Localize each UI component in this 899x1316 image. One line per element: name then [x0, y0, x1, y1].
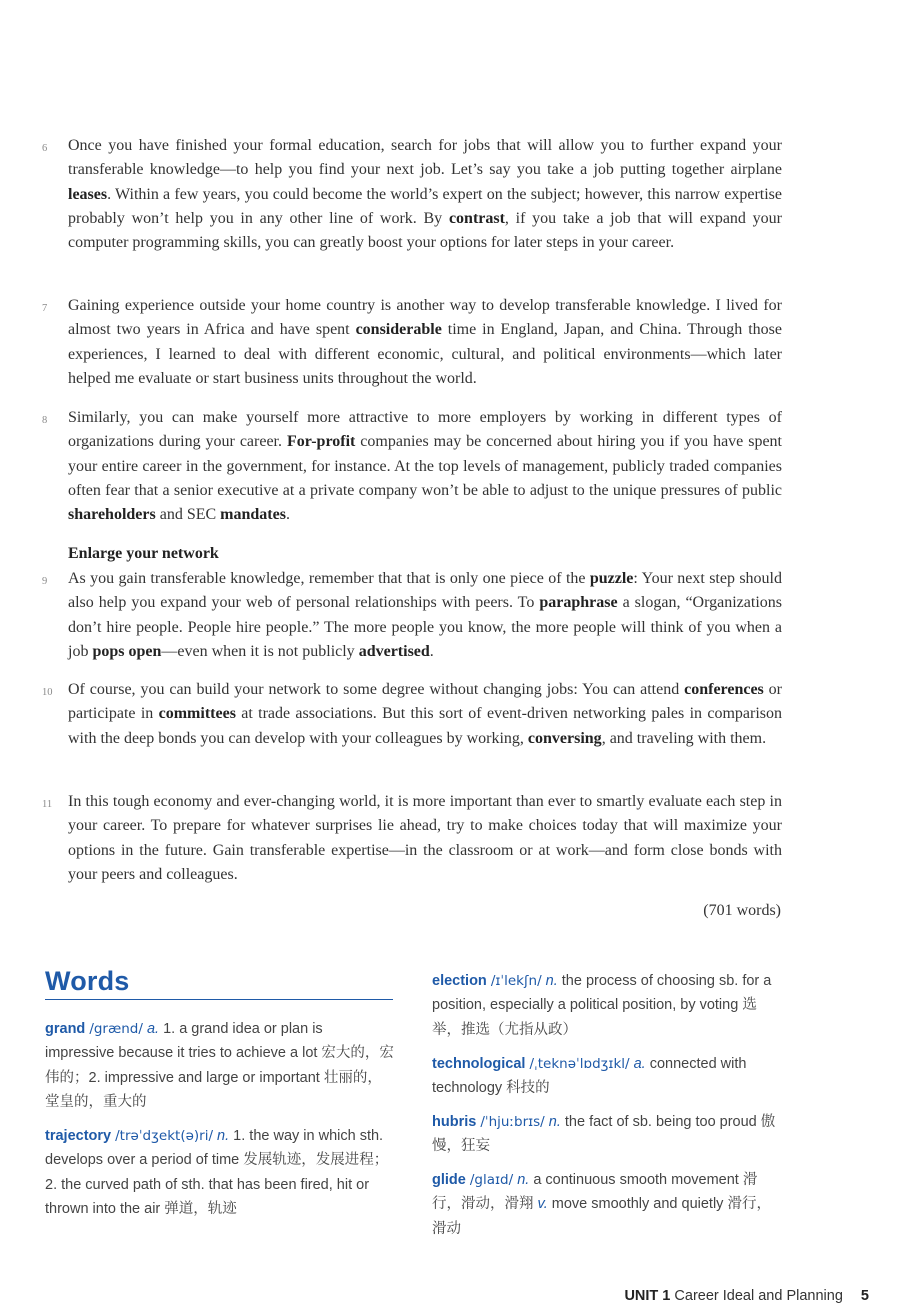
paragraph-9 [42, 567, 782, 664]
vocab-definition: 1. a grand idea or plan is impressive because it tries to achieve a lot 宏大的，宏伟的；2. impressive and large or important 壮丽的，堂皇的，重大的 [45, 1021, 394, 1111]
vocab-definition: 1. the way in which sth. develops over a period of time 发展轨迹，发展进程；2. the curved path of sth. that has been fired, hit or thrown into the air 弹道，轨迹 [45, 1128, 389, 1218]
vocab-pos-secondary: v. [537, 1196, 548, 1213]
footer-title: Career Ideal and Planning [674, 1288, 843, 1304]
page-footer [624, 1288, 869, 1304]
footer-unit: UNIT 1 [624, 1288, 671, 1304]
words-heading-rule [45, 999, 393, 1000]
vocab-definition: a continuous smooth movement 滑行，滑动，滑翔 [432, 1172, 758, 1213]
vocab-word: technological [432, 1056, 526, 1072]
vocab-pos: n. [548, 1114, 561, 1130]
vocab-word: election [432, 973, 487, 989]
paragraph-11 [42, 790, 782, 887]
paragraph-number: 6 [42, 143, 48, 154]
vocab-word: hubris [432, 1114, 477, 1130]
vocab-word: trajectory [45, 1128, 112, 1144]
vocab-definition-secondary: move smoothly and quietly 滑行，滑动 [432, 1196, 771, 1237]
section-subheading: Enlarge your network [68, 545, 219, 562]
vocab-entry-trajectory [45, 1124, 395, 1222]
vocab-pos: n. [217, 1128, 230, 1144]
paragraph-text: As you gain transferable knowledge, remember that that is only one piece of the puzzle: Your next step should also help you expand your web of personal relationships with peers. To paraphrase a slogan, “Organizations don’t hire people. People hire people.” The more people you know, the more people will think of you when a job pops open—even when it is not publicly advertised. [68, 570, 783, 660]
vocab-definition: the fact of sb. being too proud 傲慢，狂妄 [432, 1114, 776, 1155]
paragraph-text: Of course, you can build your network to some degree without changing jobs: You can attend conferences or participate in committees at trade associations. But this sort of event-driven networking pales in comparison with the deep bonds you can develop with your colleagues by working, conversing, and traveling with them. [68, 681, 783, 747]
vocab-pos: a. [633, 1056, 646, 1072]
vocab-word: glide [432, 1172, 466, 1188]
word-count: (701 words) [703, 902, 781, 919]
vocab-phonetic: /glaɪd/ [469, 1172, 514, 1188]
vocab-entry-grand [45, 1017, 395, 1115]
vocab-phonetic: /trəˈdʒekt(ə)ri/ [115, 1128, 214, 1144]
vocab-pos: a. [146, 1021, 160, 1037]
paragraph-text: In this tough economy and ever-changing world, it is more important than ever to smartly evaluate each step in your career. To prepare for whatever surprises lie ahead, try to make choices today that will maximize your options in the future. Gain transferable expertise—in the classroom or at work—and form close bonds with your peers and colleagues. [68, 793, 782, 883]
vocab-entry-election [432, 969, 782, 1042]
vocab-phonetic: /ˈhjuːbrɪs/ [480, 1114, 545, 1130]
paragraph-7 [42, 294, 782, 391]
vocab-entry-hubris [432, 1110, 782, 1159]
paragraph-number: 11 [42, 799, 53, 810]
paragraph-number: 8 [42, 415, 48, 426]
vocab-entry-technological [432, 1052, 782, 1101]
paragraph-10 [42, 678, 782, 751]
vocab-pos: n. [545, 973, 558, 989]
vocab-phonetic: /ˌteknəˈlɒdʒɪkl/ [529, 1056, 630, 1072]
vocab-entry-glide [432, 1168, 782, 1241]
paragraph-number: 9 [42, 576, 48, 587]
vocab-word: grand [45, 1021, 86, 1037]
words-heading: Words [45, 966, 130, 996]
paragraph-number: 7 [42, 303, 48, 314]
vocab-phonetic: /grænd/ [89, 1021, 143, 1037]
page-number: 5 [860, 1288, 869, 1304]
paragraph-number: 10 [42, 687, 53, 698]
vocab-definition: the process of choosing sb. for a position, especially a political position, by voting 选举，推选（尤指从政） [432, 973, 772, 1038]
vocab-phonetic: /ɪˈlekʃn/ [490, 973, 542, 989]
vocab-pos: n. [517, 1172, 530, 1188]
paragraph-8 [42, 406, 782, 527]
paragraph-text: Similarly, you can make yourself more attractive to more employers by working in different types of organizations during your career. For-profit companies may be concerned about hiring you if you have spent your entire career in the government, for instance. At the top levels of management, publicly traded companies often fear that a senior executive at a private company won’t be able to adjust to the unique pressures of public shareholders and SEC mandates. [68, 409, 782, 524]
paragraph-6 [42, 134, 782, 255]
paragraph-text: Gaining experience outside your home country is another way to develop transferable knowledge. I lived for almost two years in Africa and have spent considerable time in England, Japan, and China. Through those experiences, I learned to deal with different economic, cultural, and political environments—which later helped me evaluate or start business units throughout the world. [68, 297, 782, 387]
paragraph-text: Once you have finished your formal education, search for jobs that will allow you to further expand your transferable knowledge—to help you find your next job. Let’s say you take a job putting together airplane leases. Within a few years, you could become the world’s expert on the subject; however, this narrow expertise probably won’t help you in any other line of work. By contrast, if you take a job that will expand your computer programming skills, you can greatly boost your options for later steps in your career. [68, 137, 782, 252]
vocab-definition: connected with technology 科技的 [432, 1056, 747, 1097]
